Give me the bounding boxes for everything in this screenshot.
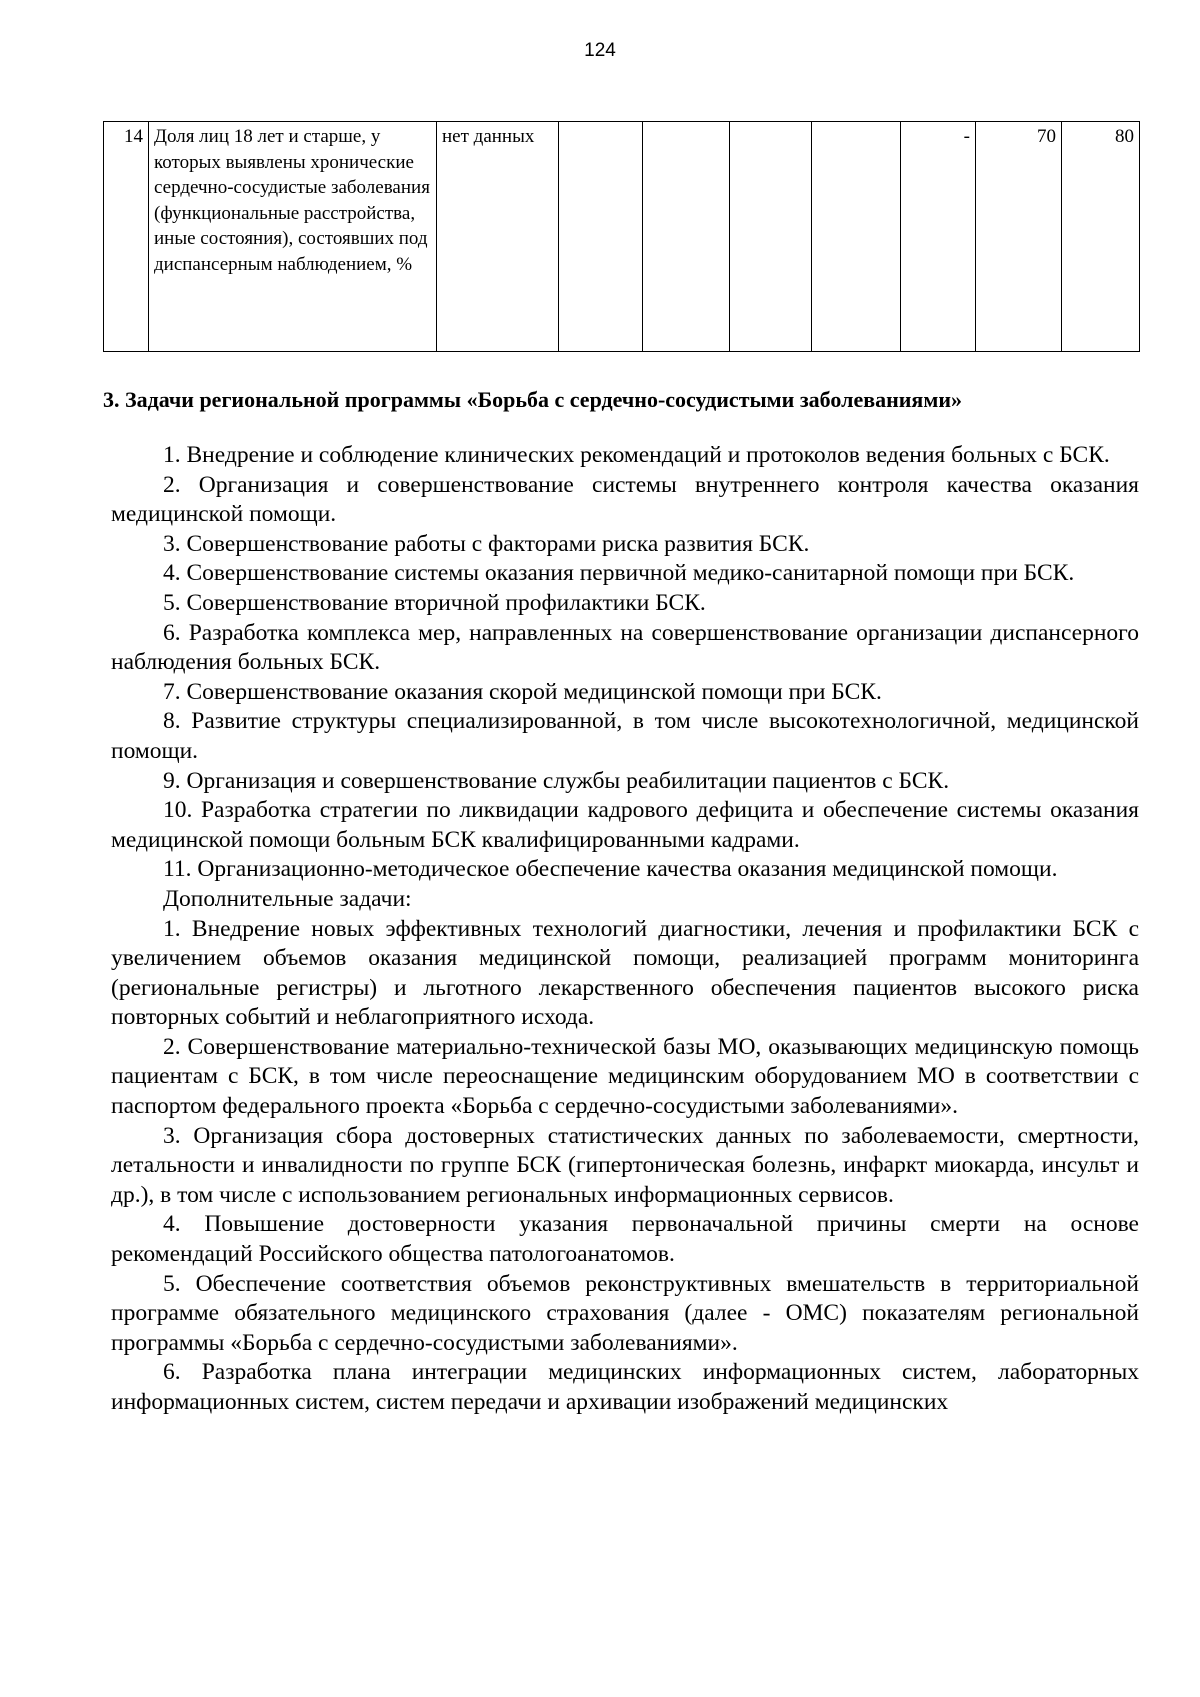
paragraph: 3. Организация сбора достоверных статистических данных по заболеваемости, смертности, летальности и инвалидности по группе БСК (гипертоническая болезнь, инфаркт миокарда, инсульт и др.), в том числе с использованием региональных информационных сервисов. [111, 1122, 1139, 1208]
value-cell: - [901, 122, 976, 352]
value-cell [730, 122, 812, 352]
paragraph: 2. Организация и совершенствование системы внутреннего контроля качества оказания медицинской помощи. [111, 471, 1139, 528]
paragraph: 9. Организация и совершенствование службы реабилитации пациентов с БСК. [163, 767, 950, 794]
paragraph: 8. Развитие структуры специализированной, в том числе высокотехнологичной, медицинской помощи. [111, 708, 1139, 764]
indicator-table [103, 121, 1140, 352]
paragraph: 1. Внедрение новых эффективных технологий диагностики, лечения и профилактики БСК с увеличением объемов оказания медицинской помощи, реализацией программ мониторинга (региональные регистры) и льготного лекарственного обеспечения пациентов высокого риска повторных событий и неблагоприятного исхода. [111, 915, 1139, 1031]
paragraph: 4. Совершенствование системы оказания первичной медико-санитарной помощи при БСК. [163, 560, 1075, 587]
paragraph: 1. Внедрение и соблюдение клинических рекомендаций и протоколов ведения больных с БСК. [163, 442, 1110, 468]
value-cell [559, 122, 643, 352]
paragraph: 11. Организационно-методическое обеспечение качества оказания медицинской помощи. [163, 856, 1058, 883]
paragraph: 5. Обеспечение соответствия объемов реконструктивных вмешательств в территориальной программе обязательного медицинского страхования (далее - ОМС) показателям региональной программы «Борьба с сердечно-сосудистыми заболеваниями». [111, 1270, 1139, 1356]
page-number: 124 [584, 40, 616, 61]
section-heading: 3. Задачи региональной программы «Борьба с сердечно-сосудистыми заболеваниями» [103, 387, 962, 412]
value-cell: 80 [1062, 122, 1140, 352]
paragraph: 3. Совершенствование работы с факторами риска развития БСК. [163, 530, 810, 557]
paragraph: 10. Разработка стратегии по ликвидации кадрового дефицита и обеспечение системы оказания медицинской помощи больным БСК квалифицированными кадрами. [111, 797, 1139, 853]
paragraph: Дополнительные задачи: [163, 885, 412, 912]
paragraph: 5. Совершенствование вторичной профилактики БСК. [163, 589, 706, 616]
base-value-cell: нет данных [437, 122, 559, 352]
indicator-name-cell: Доля лиц 18 лет и старше, у которых выявлены хронические сердечно-сосудистые заболевания (функциональные расстройства, иные состояния), состоявших под диспансерным наблюдением, % [149, 122, 437, 352]
value-cell: 70 [976, 122, 1062, 352]
row-number-cell: 14 [104, 122, 149, 352]
paragraph: 6. Разработка плана интеграции медицинских информационных систем, лабораторных информационных систем, систем передачи и архивации изображений медицинских [111, 1359, 1139, 1415]
tasks-text [111, 441, 1139, 1418]
paragraph: 4. Повышение достоверности указания первоначальной причины смерти на основе рекомендаций Российского общества патологоанатомов. [111, 1211, 1139, 1268]
paragraph: 7. Совершенствование оказания скорой медицинской помощи при БСК. [163, 678, 882, 705]
paragraph: 2. Совершенствование материально-технической базы МО, оказывающих медицинскую помощь пациентам с БСК, в том числе переоснащение медицинским оборудованием МО в соответствии с паспортом федерального проекта «Борьба с сердечно-сосудистыми заболеваниями». [111, 1033, 1139, 1120]
value-cell [643, 122, 730, 352]
paragraph: 6. Разработка комплекса мер, направленных на совершенствование организации диспансерного наблюдения больных БСК. [111, 619, 1139, 676]
table-row [104, 122, 1140, 352]
value-cell [812, 122, 901, 352]
